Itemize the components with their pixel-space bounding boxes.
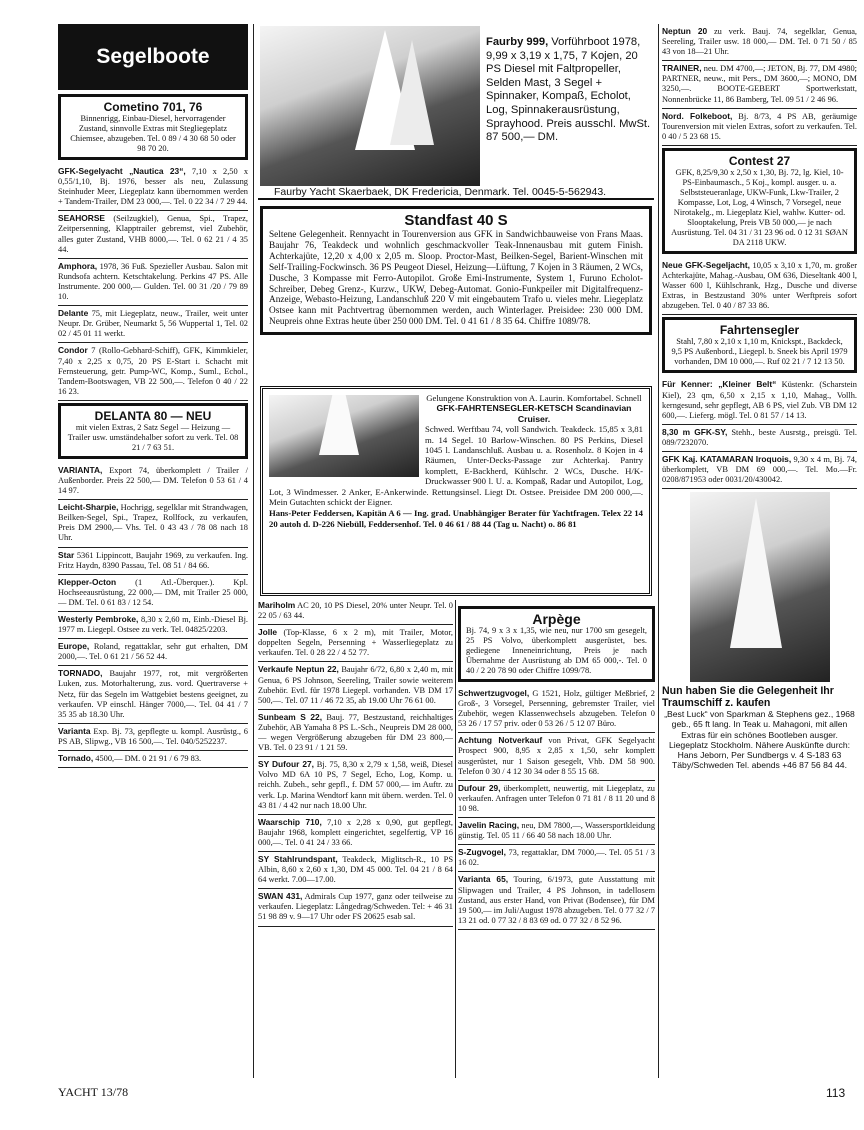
ad-heading: Cometino 701, 76 <box>103 100 203 114</box>
column-divider <box>455 600 456 1078</box>
ad-text: Teakdeck, Miglitsch-R., 10 PS Albin, 8,60 x 2,60 x 1,30, DM 45 000. Tel. 04 21 / 8 64 64 werkt. 7.00—17.00. <box>258 854 453 885</box>
classified-ad <box>458 733 655 780</box>
best-luck-text: „Best Luck“ von Sparkman & Stephens gez., 1968 geb., 65 ft lang. In Teak u. Mahagoni, mit allen Extras für ein schönes Bootleben ausger. Liegeplatz Stockholm. Nähere Auskünfte durch: Hans Jeborn, Per Sundbergs v. 4 S-183 63 Täby/Schweden Tel. abends +46 87 56 84 44. <box>664 709 855 771</box>
ad-heading: Tornado, <box>58 753 94 764</box>
classified-ad <box>662 24 857 61</box>
ad-text: Bj. 75, 8,30 x 2,79 x 1,58, weiß, Diesel Volvo MD 6A 10 PS, 7 Segel, Echo, Log, Komp. u. reichh. Zubeh., sehr gepfl., f. DM 57 000,— im Auftr. zu verk. Lp. Marina Wendtorf kann mit übern. werden. Tel. 0 43 81 / 4 42 nur nach 18.00 Uhr. <box>258 760 453 810</box>
faurby-text: Vorführboot 1978, 9,99 x 3,19 x 1,75, 7 Kojen, 20 PS Diesel mit Faltpropeller, Selden Mast, 3 Segel + Spinnaker, Kompaß, Echolot, Log, Spinnakerausrüstung, Sprayhood. Preis ausschl. MwSt. 87 500,— DM. <box>486 36 651 144</box>
ad-heading: S-Zugvogel, <box>458 847 506 858</box>
ad-text: Stehh., beste Ausrstg., preisgü. Tel. 089/7232070. <box>662 427 857 447</box>
ketsch-photo <box>269 395 419 477</box>
ad-heading: SY Stahlrundspant, <box>258 853 338 864</box>
classified-ad <box>258 852 453 889</box>
boxed-ad <box>58 94 248 160</box>
arpege-text: Bj. 74, 9 x 3 x 1,35, wie neu, nur 1700 sm gesegelt, 25 PS Volvo, überkomplett ausgerüstet, bes. gediegene Inneneinrichtung, Preis je nach Übernahme der Ausrüstung ab DM 65 000,-. Tel. 0 40 / 2 20 78 90 oder Chiffre 1099/78. <box>466 626 647 675</box>
sailboat-photo <box>260 26 480 186</box>
classified-ad <box>58 666 248 723</box>
ketsch-title: GFK-FAHRTENSEGLER-KETSCH Scandinavian Cruiser. <box>436 403 632 424</box>
ad-heading: Verkaufe Neptun 22, <box>258 664 339 675</box>
classified-ad <box>58 306 248 343</box>
ad-text: Baujahr 6/72, 6,80 x 2,40 m, mit Genua, 6 PS Johnson, Seereling, Trailer sowie weiterem Zubehör. Evtl. für 1978 Liegepl. vorhanden. VB DM 17 500,—. Tel. 07 11 / 46 72 35, ab 19.00 Uhr 76 61 00. <box>258 665 453 705</box>
ketsch-text: Schwed. Werftbau 74, voll Sandwich. Teakdeck. 15,85 x 3,81 m. 14 Segel. 10 Barlow-Winschen. 80 PS Perkins, Diesel 1045 l. Landanschluß. Ausbau u. a. Rosenholz. 8 Kojen in 4 Räumen, Unter-Decks-Passage zur Achterkaj. Pantry komplett, E-Backherd, Kühlschr. 2 WCs, Dusche. H/K-Druckwasser 900 l. U. a. Kompaß, Radar und Autopilot, Log, Lot, 3 Windmesser. 2 Anker, E-Ankerwinde. Rettungsinsel. Liegt Dt. Ostsee. Preisidee DM 200 000,—. Mein Gutachten schickt der Eigner. <box>269 424 643 508</box>
classified-ad <box>662 452 857 489</box>
classified-ad <box>458 686 655 733</box>
column-3 <box>458 604 655 1078</box>
ad-text: G 1521, Holz, gültiger Meßbrief, 2 Groß-, 3 Vorsegel, Persenning, gebremster Trailer, viel Zubehör, wegen Klassenwechsels abzugeben. Telefon 0 53 26 / 17 57 priv. oder 0 53 26 / 5 12 07 Büro. <box>458 689 655 729</box>
column-divider <box>253 24 254 1078</box>
ad-heading: Für Kenner: „Kleiner Belt“ <box>662 379 777 390</box>
page-number: 113 <box>826 1086 846 1100</box>
classified-ad <box>58 751 248 768</box>
ad-text: Export 74, überkomplett / Trailer / Außenborder. Preis 22 500,— DM. Telefon 0 53 61 / 4 14 97. <box>58 465 248 496</box>
ad-text: neu. DM 4700,—; JETON, Bj. 77, DM 4980; PARTNER, neuw., mit Pers., DM 3600,—; MONO, DM 3250,—. BOOTE-GEBERT Sportwerkstatt, Nonnenbrücke 11, 86 Bamberg, Tel. 09 51 / 2 46 96. <box>662 64 857 104</box>
ad-text: von Privat, GFK Segelyacht Prospect 900, 8,95 x 2,85 x 1,50, sehr komplett ausgerüstet, nur 1 Saison gesegelt, Vhb. DM 58 900. Telefon 0 30 / 4 12 30 34 oder 8 55 15 68. <box>458 736 655 776</box>
ad-text: Touring, 6/1973, gute Ausstattung mit Slipwagen und Trailer, 4 PS Johnson, in tadellosem Zustand, aus erster Hand, von Privat (Bodensee), für DM 19 500,— im Juli/August 1978 abzugeben. Tel. 0 77 32 / 7 13 21 od. 0 77 32 / 8 83 69 od. 0 77 32 / 8 52 96. <box>458 875 655 925</box>
ad-text: Exp. Bj. 73, gepflegte u. kompl. Ausrüstg., 6 PS AB, Slipwg., VB 16 500,—. Tel. 040/5252237. <box>58 726 248 746</box>
ad-heading: GFK Kaj. KATAMARAN Iroquois, <box>662 453 792 464</box>
ad-heading: Neptun 20 <box>662 26 708 36</box>
ad-text: Küstenkr. (Scharstein Kiel), 23 qm, 6,50 x 2,15 x 1,10, Mahag., Vollh. kerngesund, sehr gepflegt, AB 6 PS, viel Zub. VB DM 12 600,—. Lieferg. mögl. Tel. 0 81 57 / 14 13. <box>662 380 857 420</box>
ad-heading: Achtung Notverkauf <box>458 735 543 746</box>
ad-heading: Nord. Folkeboot, <box>662 110 733 121</box>
boxed-ad <box>58 403 248 459</box>
ad-text: neu, DM 7800,—, Wassersportkleidung günstig. Tel. 05 11 / 66 40 58 nach 18.00 Uhr. <box>458 821 655 841</box>
ad-heading: Westerly Pembroke, <box>58 614 139 624</box>
ad-text: 10,05 x 3,10 x 1,70, m. großer Achterkajüte, Mahag.-Ausbau, OM 636, Dieseltank 400 l, Wasser 600 l, Kühlschrank, Hzg., Dusche und diverse Extras, in Bestzustand 30% unter Werftpreis sofort abzugeben. Tel. 0 40 / 87 33 86. <box>662 260 857 311</box>
ad-heading: Amphora, <box>58 260 98 271</box>
ad-text: Bj. 8/73, 4 PS AB, geräumige Tourenversion mit vielen Extras, sofort zu verkaufen. Tel. 0 40 / 5 23 68 15. <box>662 111 857 141</box>
classified-list-2 <box>258 598 453 927</box>
ad-heading: GFK-Segelyacht „Nautica 23“, <box>58 166 186 176</box>
arpege-ad <box>458 606 655 682</box>
ad-heading: VARIANTA, <box>58 464 103 475</box>
classified-list-4 <box>662 24 857 489</box>
ad-heading: Europe, <box>58 641 90 652</box>
classified-ad <box>258 815 453 852</box>
column-4 <box>662 24 857 1078</box>
ad-heading: Varianta <box>58 725 91 736</box>
classified-ad <box>258 757 453 814</box>
ad-heading: SY Dufour 27, <box>258 759 314 770</box>
classified-ad <box>58 639 248 666</box>
classified-ad <box>662 109 857 146</box>
classified-ad <box>258 662 453 709</box>
best-luck-title: Nun haben Sie die Gelegenheit Ihr Traumschiff z. kaufen <box>662 685 834 710</box>
classified-ad <box>662 425 857 452</box>
classified-ad <box>458 872 655 929</box>
ad-text: 9,30 x 4 m, Bj. 74, überkomplett, VB DM 69 000,—. Tel. Mo.—Fr. 0208/871953 oder 0031/20/430042. <box>662 454 857 485</box>
ad-heading: Fahrtensegler <box>719 323 800 338</box>
classified-ad <box>258 710 453 757</box>
ketsch-signature: Hans-Peter Feddersen, Kapitän A 6 — Ing. grad. Unabhängiger Berater für Yachtfragen. Telex 22 14 20 autoh d. D-226 Niebüll, Feddersenhof. Tel. 0 46 61 / 88 44 (Tag u. Nacht) o. 86 81 <box>269 508 643 529</box>
ad-text: 4500,— DM. 0 21 91 / 6 79 83. <box>95 754 202 764</box>
classified-ad <box>258 889 453 926</box>
ad-text: 75, mit Liegeplatz, neuw., Trailer, weit unter Neupr. Dr. Grüber, Neumarkt 5, 56 Wuppertal 1, Tel. 02 02 / 45 01 11 werkt. <box>58 309 248 339</box>
ad-text: 7,10 x 2,28 x 0,90, gut gepflegt, Baujahr 1968, komplett eingerichtet, segelfertig, VP 16 000,—. Tel. 0 41 24 / 33 66. <box>258 817 453 847</box>
classified-list-1 <box>58 94 248 768</box>
ad-text: Bauj. 77, Bestzustand, reichhaltiges Zubehör, AB Yamaha 8 PS L.-Sch., Neupreis DM 28 000,— wegen Vergrößerung abzugeben für DM 23 800,— VB. Tel. 0 23 91 / 1 21 59. <box>258 712 453 753</box>
ad-text: 73, regattaklar, DM 7000,—. Tel. 05 51 / 3 16 02. <box>458 848 655 868</box>
ad-heading: Jolle <box>258 627 278 638</box>
ad-text: AC 20, 10 PS Diesel, 20% unter Neupr. Tel. 0 22 05 / 63 44. <box>258 601 453 621</box>
arpege-title: Arpège <box>532 611 581 627</box>
ad-text: 1978, 36 Fuß. Spezieller Ausbau. Salon mit Rundsofa achtern. Ketschtakelung. Perkins 47 PS. Alle Instrumente. 200 000,— Gulden. Tel. 00 31 /20 / 79 89 10. <box>58 261 248 302</box>
ad-text: GFK, 8,25/9,30 x 2,50 x 1,30, Bj. 72, lg. Kiel, 10-PS-Einbaumasch., 5 Koj., kompl. ausger. u. a. Selbststeueranlage, UKW-Funk, Lkw-Trailer, 2 Kompasse, Lot, Log, 4 Winsch, 7 Vorsegel, neue Nirotakelg., m. Liegeplatz Kiel, wahlw. Kutter- od. Slooptakelung, Preis VB 50 000,— je nach Ausrüstung. Tel. 04 31 / 31 23 96 od. 0 12 31 SØAN DA 2118 UKW. <box>671 167 848 247</box>
classified-ad <box>662 377 857 424</box>
ad-heading: SEAHORSE <box>58 213 106 224</box>
classified-ad <box>458 818 655 845</box>
ad-text: Binnenrigg, Einbau-Diesel, hervorragender Zustand, sinnvolle Extras mit Stegliegeplatz Chiemsee, abzugeben. Tel. 0 89 / 4 30 68 50 oder 98 70 20. <box>70 114 236 153</box>
ad-text: 7 (Rollo-Gebhard-Schiff), GFK, Kimmkieler, 7,40 x 2,25 x 0,75, 20 PS E-Start i. Schacht mit Fernsteuerung, getr. Pump-WC, Komp., Suml., Echol., Tandem-Bootswagen, VB 22 500,—. Telefon 0 40 / 22 16 23. <box>58 346 248 396</box>
ad-text: mit vielen Extras, 2 Satz Segel — Heizung — Trailer usw. umständehalber sofort zu verk. Tel. 08 21 / 7 63 51. <box>67 422 239 452</box>
column-divider <box>658 24 659 1078</box>
ad-heading: 8,30 m GFK-SY, <box>662 426 728 437</box>
classified-ad <box>58 724 248 751</box>
ad-heading: Varianta 65, <box>458 874 509 885</box>
classified-ad <box>258 598 453 625</box>
classified-ad <box>662 61 857 108</box>
classified-ad <box>58 164 248 211</box>
ad-heading: Star <box>58 549 75 560</box>
column-1 <box>58 24 248 1078</box>
ad-heading: Leicht-Sharpie, <box>58 502 119 513</box>
faurby-ad <box>258 24 654 200</box>
boxed-ad <box>662 317 857 373</box>
magazine-issue: YACHT 13/78 <box>58 1085 129 1099</box>
ad-heading: Neue GFK-Segeljacht, <box>662 259 750 270</box>
ad-heading: Sunbeam S 22, <box>258 711 323 722</box>
ad-heading: TORNADO, <box>58 668 103 679</box>
ad-text: Admirals Cup 1977, ganz oder teilweise zu verkaufen. Liegeplatz: Långedrag/Schweden. Tel: + 46 31 51 98 89 v. 9—17 Uhr oder FS 20625 esab sal. <box>258 892 453 922</box>
classified-ad <box>458 845 655 872</box>
best-luck-ad <box>662 492 857 770</box>
standfast-text: Seltene Gelegenheit. Rennyacht in Tourenversion aus GFK in Sandwichbauweise von Frans Maas. Baujahr 76, Teakdeck und wohnlich geschmackvoller Teak-Innenausbau mit gutem Finish. Achterkajüte, 12,20 x 4,00 x 2,05 m. Sloop. Proctor-Mast, Beilken-Segel, Barient-Winschen mit Self-Trailing-Fockwinsch. 36 PS Peugeot Diesel, Heizung—Lüftung, 7 Kojen in 3 Räumen, 2 WCs, Dusche, 3 Kompasse mit Ferro-Autopilot. Große Emi-Instrumente, System 1, Furuno Echolot-Schreiber, Debeg Grenz-, Kurzw., UKW, Debeg-Automat. Gonio-Funkpeiler mit Digitalfrequenz-Anzeige, Webasto-Heizung, Landanschluß 220 V mit eingebautem Trafo u. vieles mehr. Liegeplatz Ostsee kann mit Pachtvertrag übernommen werden, auch Winterlager. Preisidee: 230 000 DM. Neupreis ohne Extras heute über 250 000 DM. Tel. 0 41 61 / 8 35 64. Chiffre 1089/78. <box>269 230 643 328</box>
ad-text: (Seilzugkiel), Genua, Spi., Trapez, Zeitpersenning, Klapptrailer gebremst, viel Zubehör, alles guter Zustand, VHB 8000,—. Tel. 0 62 21 / 4 35 44. <box>58 214 248 254</box>
ad-text: (1 Atl.-Überquer.). Kpl. Hochseeausrüstung, 22 000,— DM, mit Trailer 25 000,— DM. Tel. 0 61 83 / 12 54. <box>58 577 248 607</box>
ad-text: (Top-Klasse, 6 x 2 m), mit Trailer, Motor, doppelten Segeln, Persenning + Wasserliegeplatz zu verkaufen. Tel. 0 28 22 / 4 52 77. <box>258 628 453 658</box>
classified-ad <box>58 612 248 639</box>
classified-ad <box>58 500 248 547</box>
classified-ad <box>458 781 655 818</box>
ad-text: 5361 Lippincott, Baujahr 1969, zu verkaufen. Ing. Fritz Haydn, 8390 Passau, Tel. 08 51 / 84 66. <box>58 550 248 570</box>
ad-heading: Contest 27 <box>728 153 791 168</box>
ketsch-ad <box>260 386 652 596</box>
faurby-title: Faurby 999, <box>486 36 549 48</box>
faurby-contact: Faurby Yacht Skaerbaek, DK Fredericia, Denmark. Tel. 0045-5-562943. <box>274 186 607 198</box>
ad-heading: Delante <box>58 308 89 319</box>
standfast-ad <box>260 206 652 335</box>
ad-text: zu verk. Bauj. 74, segelklar, Genua, Seereling, Trailer usw. 18 000,— DM. Tel. 0 71 50 / 85 43 von 18—21 Uhr. <box>662 27 857 57</box>
ad-text: überkomplett, neuwertig, mit Liegeplatz, zu verkaufen. Anfragen unter Telefon 0 71 81 / 8 11 20 und 8 10 98. <box>458 783 655 813</box>
ad-heading: Dufour 29, <box>458 782 501 793</box>
section-banner: Segelboote <box>58 24 248 90</box>
ad-heading: TRAINER, <box>662 63 702 74</box>
ad-text: 7,10 x 2,50 x 0,55/1,10, Bj. 1976, besser als neu, Zulassung Steinhuder Meer, Liegeplatz kann übernommen werden + Tandem-Trailer, DM 23 000,—. Tel. 0 22 34 / 7 29 44. <box>58 167 248 207</box>
ad-heading: Schwertzugvogel, <box>458 688 530 698</box>
ad-heading: SWAN 431, <box>258 891 303 902</box>
ad-heading: Klepper-Octon <box>58 576 117 587</box>
ad-heading: DELANTA 80 — NEU <box>94 408 212 423</box>
ad-text: Baujahr 1977, rot, mit vergrößerten Luken, zus. Motorhalterung, zus. vord. Quertraverse + Netz, für das Segeln im Wattgebiet bestens geeignet, zu verkaufen. VP einschl. Hänger 7000,—. Tel. 04 41 / 7 35 35 ab 18.30 Uhr. <box>58 669 248 719</box>
ad-text: Stahl, 7,80 x 2,10 x 1,10 m, Knickspt., Backdeck, 9,5 PS Außenbord., Liegepl. b. Sneek bis April 1979 vorhanden, DM 10 000,—. Ruf 02 21 / 7 12 13 50. <box>671 337 848 367</box>
ad-text: 8,30 x 2,60 m, Einb.-Diesel Bj. 1977 m. Liegepl. Ostsee zu verk. Tel. 04825/2203. <box>58 615 248 635</box>
best-luck-photo <box>690 492 830 682</box>
classified-ad <box>58 343 248 400</box>
ketsch-intro: Gelungene Konstruktion von A. Laurin. Komfortabel. Schnell <box>426 393 642 403</box>
ad-text: Roland, regattaklar, sehr gut erhalten, DM 2000,—. Tel. 0 61 21 / 56 52 44. <box>58 642 248 662</box>
classified-ad <box>58 211 248 258</box>
classified-ad <box>662 258 857 315</box>
classified-ad <box>58 463 248 500</box>
column-2 <box>258 598 453 1078</box>
classified-ad <box>58 548 248 575</box>
ad-heading: Mariholm <box>258 600 296 610</box>
classified-ad <box>258 625 453 662</box>
boxed-ad <box>662 148 857 254</box>
classified-list-3 <box>458 686 655 930</box>
ad-text: Hochrigg, segelklar mit Strandwagen, Beilken-Segel, Spi., Trapez, Rollfock, zu verkaufen, Preis DM 2900,— Vhs. Tel. 0 43 43 / 78 08 nach 18 Uhr. <box>58 503 248 543</box>
ad-heading: Condor <box>58 345 88 356</box>
classified-ad <box>58 575 248 612</box>
standfast-title: Standfast 40 S <box>404 212 508 229</box>
ad-heading: Javelin Racing, <box>458 820 520 831</box>
classified-ad <box>58 259 248 306</box>
ad-heading: Waarschip 710, <box>258 816 322 827</box>
